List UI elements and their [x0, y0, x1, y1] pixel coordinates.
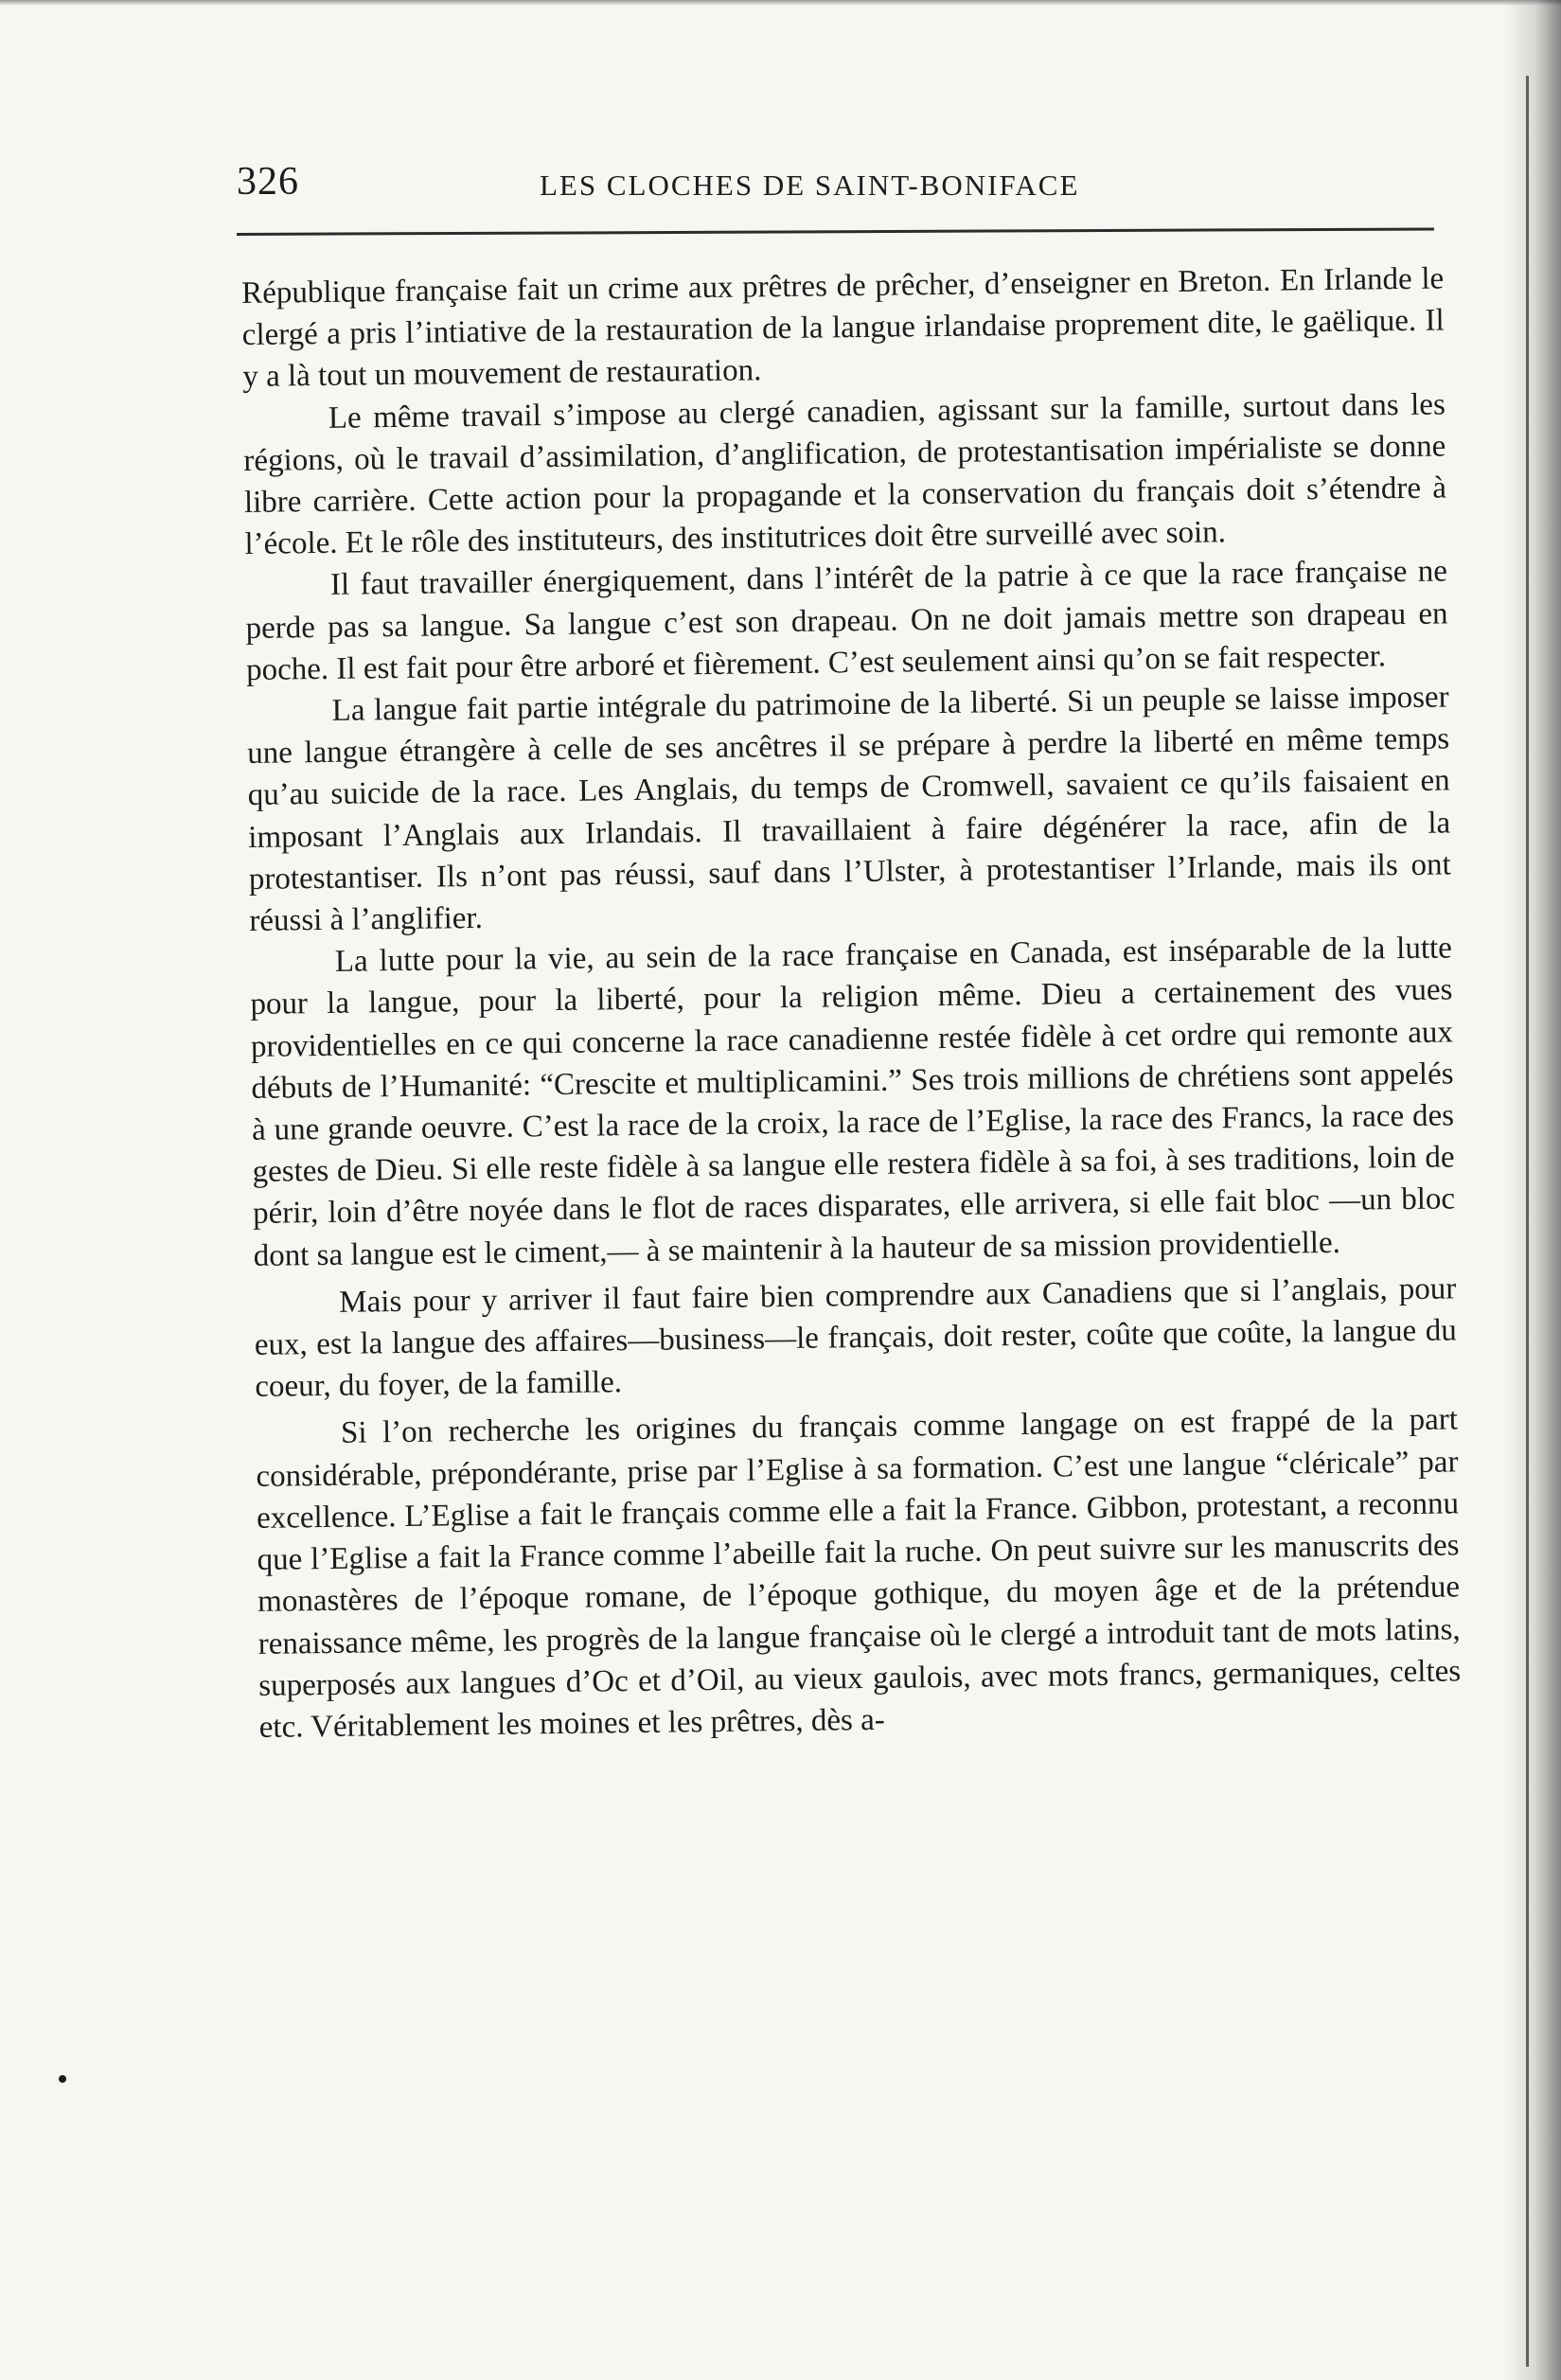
running-title: LES CLOCHES DE SAINT-BONIFACE [540, 169, 1080, 202]
paragraph-2: Le même travail s’impose au clergé canadien, agissant sur la famille, surtout dans les régions, où le travail d’assimilation, d’anglification, de protestantisation impérialiste se donne libre carrière. Cette action pour la propagande et la conservation du français doit s’étendre à l’école. Et le rôle des instituteurs, des institutrices doit être surveillé avec soin. [243, 387, 1447, 562]
paragraph-5: La lutte pour la vie, au sein de la race française en Canada, est inséparable de la lutte pour la langue, pour la liberté, pour la religion même. Dieu a certainement des vues providentielles en ce qui concerne la race canadienne restée fidèle à cet ordre qui remonte aux débuts de l’Humanité: “Crescite et multiplicamini.” Ses trois millions de chrétiens sont appelés à une grande oeuvre. C’est la race de la croix, la race de l’Eglise, la race des Francs, la race des gestes de Dieu. Si elle reste fidèle à sa langue elle restera fidèle à sa foi, à ses traditions, loin de périr, loin d’être noyée dans le flot de races disparates, elle arrivera, si elle fait bloc —un bloc dont sa langue est le ciment,— à se maintenir à la hauteur de sa mission providentielle. [250, 931, 1456, 1273]
header-rule [237, 227, 1434, 236]
page-header [237, 159, 1439, 216]
page-body [241, 258, 1462, 1749]
page-binding-edge [1526, 76, 1529, 2367]
paragraph-6: Mais pour y arriver il faut faire bien comprendre aux Canadiens que si l’anglais, pour eux, est la langue des affaires—business—le français, doit rester, coûte que coûte, la langue du coeur, du foyer, de la famille. [254, 1271, 1457, 1405]
scan-top-edge [0, 0, 1561, 6]
paragraph-3: Il faut travailler énergiquement, dans l’intérêt de la patrie à ce que la race française ne perde pas sa langue. Sa langue c’est son drapeau. On ne doit jamais mettre son drapeau en poche. Il est fait pour être arboré et fièrement. C’est seulement ainsi qu’on se fait respecter. [245, 554, 1448, 687]
page-binding-shadow [1504, 0, 1561, 2380]
page-number: 326 [237, 160, 299, 204]
paragraph-7: Si l’on recherche les origines du français comme langage on est frappé de la part considérable, prépondérante, prise par l’Eglise à sa formation. C’est une langue “cléricale” par excellence. L’Eglise a fait le français comme elle a fait la France. Gibbon, protestant, a reconnu que l’Eglise a fait la France comme l’abeille fait la ruche. On peut suivre sur les manuscrits des monastères de l’époque romane, de l’époque gothique, du moyen âge et de la prétendue renaissance même, les progrès de la langue française où le clergé a introduit tant de mots latins, superposés aux langues d’Oc et d’Oil, au vieux gaulois, avec mots francs, germaniques, celtes etc. Véritablement les moines et les prêtres, dès a- [256, 1402, 1462, 1745]
paragraph-4: La langue fait partie intégrale du patrimoine de la liberté. Si un peuple se laisse imposer une langue étrangère à celle de ses ancêtres il se prépare à perdre la liberté en même temps qu’au suicide de la race. Les Anglais, du temps de Cromwell, savaient ce qu’ils faisaient en imposant l’Anglais aux Irlandais. Il travaillaient à faire dégénérer la race, afin de la protestantiser. Ils n’ont pas réussi, sauf dans l’Ulster, à protestantiser l’Irlande, mais ils ont réussi à l’anglifier. [246, 680, 1451, 938]
paragraph-1: République française fait un crime aux prêtres de prêcher, d’enseigner en Breton. En Irlande le clergé a pris l’intiative de la restauration de la langue irlandaise proprement dite, le gaëlique. Il y a là tout un mouvement de restauration. [241, 261, 1445, 395]
ink-speck [59, 2075, 66, 2083]
